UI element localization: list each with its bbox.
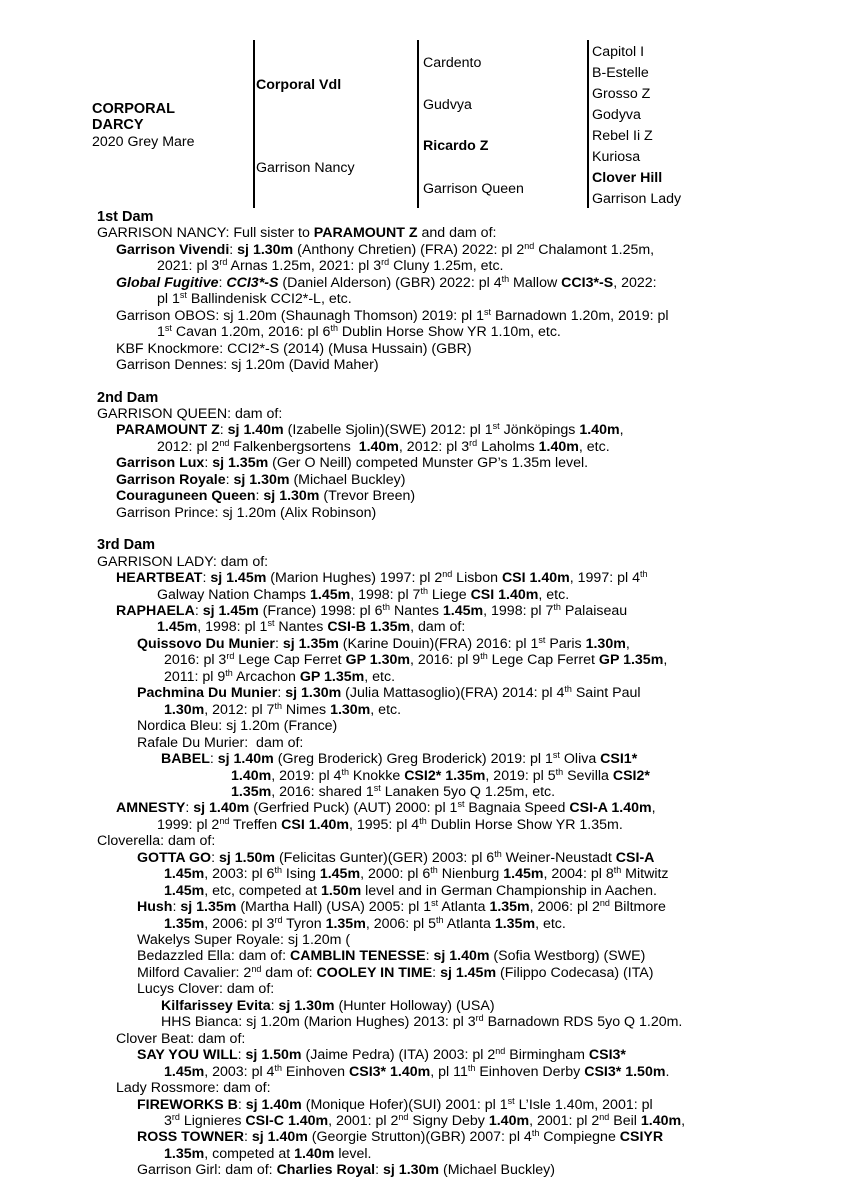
- pedigree-line: Pachmina Du Munier: sj 1.30m (Julia Mattasoglio)(FRA) 2014: pl 4th Saint Paul: [137, 684, 641, 702]
- pedigree-line: 1.45m, 1998: pl 1st Nantes CSI-B 1.35m, dam of:: [157, 618, 466, 636]
- pedigree-line: KBF Knockmore: CCI2*-S (2014) (Musa Hussain) (GBR): [116, 340, 472, 357]
- pedigree-chart: [92, 40, 752, 210]
- sire: Corporal Vdl: [256, 77, 342, 93]
- pedigree-line: 3rd Lignieres CSI-C 1.40m, 2001: pl 2nd Signy Deby 1.40m, 2001: pl 2nd Beil 1.40m,: [164, 1112, 686, 1130]
- pedigree-line: Milford Cavalier: 2nd dam of: COOLEY IN TIME: sj 1.45m (Filippo Codecasa) (ITA): [137, 963, 654, 981]
- pedigree-line: 1.35m, competed at 1.40m level.: [164, 1145, 372, 1162]
- section-spacer: [97, 374, 817, 390]
- pedigree-line: SAY YOU WILL: sj 1.50m (Jaime Pedra) (ITA) 2003: pl 2nd Birmingham CSI3*: [137, 1046, 626, 1064]
- pedigree-line: Rafale Du Murier: dam of:: [137, 734, 304, 751]
- pedigree-line: 1.35m, 2006: pl 3rd Tyron 1.35m, 2006: pl 5th Atlanta 1.35m, etc.: [164, 914, 566, 932]
- pedigree-line: 1.30m, 2012: pl 7th Nimes 1.30m, etc.: [164, 700, 402, 718]
- pedigree-line: Kilfarissey Evita: sj 1.30m (Hunter Holloway) (USA): [161, 997, 495, 1014]
- great-grandparent: Godyva: [592, 107, 641, 123]
- pedigree-line: Garrison Lux: sj 1.35m (Ger O Neill) competed Munster GP’s 1.35m level.: [116, 455, 589, 472]
- pedigree-line: Garrison Dennes: sj 1.20m (David Maher): [116, 357, 379, 374]
- female-line-text: [97, 209, 817, 1179]
- granddam-paternal: Gudvya: [423, 97, 472, 113]
- pedigree-line: Garrison OBOS: sj 1.20m (Shaunagh Thomson) 2019: pl 1st Barnadown 1.20m, 2019: pl: [116, 306, 669, 324]
- pedigree-line: 1.45m, 2003: pl 6th Ising 1.45m, 2000: pl 6th Nienburg 1.45m, 2004: pl 8th Mitwitz: [164, 865, 669, 883]
- pedigree-line: Nordica Bleu: sj 1.20m (France): [137, 718, 338, 735]
- pedigree-line: pl 1st Ballindenisk CCI2*-L, etc.: [157, 290, 352, 308]
- pedigree-line: ROSS TOWNER: sj 1.40m (Georgie Strutton)(GBR) 2007: pl 4th Compiegne CSIYR: [137, 1128, 664, 1146]
- great-grandparent: Grosso Z: [592, 86, 651, 102]
- pedigree-line: Cloverella: dam of:: [97, 833, 216, 850]
- dam: Garrison Nancy: [256, 160, 355, 176]
- pedigree-line: GOTTA GO: sj 1.50m (Felicitas Gunter)(GER) 2003: pl 6th Weiner-Neustadt CSI-A: [137, 848, 655, 866]
- pedigree-line: Lucys Clover: dam of:: [137, 981, 275, 998]
- pedigree-line: FIREWORKS B: sj 1.40m (Monique Hofer)(SUI) 2001: pl 1st L’Isle 1.40m, 2001: pl: [137, 1095, 653, 1113]
- pedigree-line: GARRISON LADY: dam of:: [97, 553, 269, 570]
- pedigree-line: Couraguneen Queen: sj 1.30m (Trevor Breen): [116, 488, 416, 505]
- pedigree-line: 1.40m, 2019: pl 4th Knokke CSI2* 1.35m, 2019: pl 5th Sevilla CSI2*: [231, 766, 650, 784]
- pedigree-line: Lady Rossmore: dam of:: [116, 1080, 271, 1097]
- pedigree-line: HEARTBEAT: sj 1.45m (Marion Hughes) 1997: pl 2nd Lisbon CSI 1.40m, 1997: pl 4th: [116, 569, 648, 587]
- pedigree-line: HHS Bianca: sj 1.20m (Marion Hughes) 2013: pl 3rd Barnadown RDS 5yo Q 1.20m.: [161, 1013, 683, 1031]
- great-grandparent: Clover Hill: [592, 170, 663, 186]
- pedigree-divider: [417, 40, 419, 208]
- granddam-maternal: Garrison Queen: [423, 181, 524, 197]
- pedigree-line: Wakelys Super Royale: sj 1.20m (: [137, 932, 351, 949]
- pedigree-line: GARRISON QUEEN: dam of:: [97, 405, 283, 422]
- pedigree-line: 2016: pl 3rd Lege Cap Ferret GP 1.30m, 2016: pl 9th Lege Cap Ferret GP 1.35m,: [164, 651, 668, 669]
- section-heading: 2nd Dam: [97, 389, 159, 406]
- section-heading: 3rd Dam: [97, 537, 156, 554]
- pedigree-line: Garrison Royale: sj 1.30m (Michael Buckley): [116, 471, 406, 488]
- pedigree-line: Garrison Girl: dam of: Charlies Royal: sj 1.30m (Michael Buckley): [137, 1162, 555, 1179]
- great-grandparent: B-Estelle: [592, 65, 649, 81]
- pedigree-line: PARAMOUNT Z: sj 1.40m (Izabelle Sjolin)(SWE) 2012: pl 1st Jönköpings 1.40m,: [116, 421, 624, 439]
- pedigree-line: 1.35m, 2016: shared 1st Lanaken 5yo Q 1.25m, etc.: [231, 782, 556, 800]
- pedigree-line: 1st Cavan 1.20m, 2016: pl 6th Dublin Horse Show YR 1.10m, etc.: [157, 323, 561, 341]
- horse-description: 2020 Grey Mare: [92, 134, 195, 150]
- pedigree-line: Hush: sj 1.35m (Martha Hall) (USA) 2005: pl 1st Atlanta 1.35m, 2006: pl 2nd Biltmore: [137, 898, 666, 916]
- pedigree-line: Garrison Prince: sj 1.20m (Alix Robinson): [116, 504, 377, 521]
- pedigree-line: 2012: pl 2nd Falkenbergsortens 1.40m, 2012: pl 3rd Laholms 1.40m, etc.: [157, 437, 610, 455]
- horse-name: CORPORAL DARCY: [92, 101, 175, 133]
- pedigree-divider: [587, 40, 589, 208]
- section-spacer: [97, 521, 817, 537]
- pedigree-line: 1.45m, etc, competed at 1.50m level and in German Championship in Aachen.: [164, 882, 657, 899]
- pedigree-line: Galway Nation Champs 1.45m, 1998: pl 7th Liege CSI 1.40m, etc.: [157, 585, 570, 603]
- pedigree-line: 1999: pl 2nd Treffen CSI 1.40m, 1995: pl 4th Dublin Horse Show YR 1.35m.: [157, 815, 623, 833]
- grandsire-paternal: Cardento: [423, 55, 482, 71]
- pedigree-line: 2021: pl 3rd Arnas 1.25m, 2021: pl 3rd Cluny 1.25m, etc.: [157, 257, 504, 275]
- pedigree-line: Garrison Vivendi: sj 1.30m (Anthony Chretien) (FRA) 2022: pl 2nd Chalamont 1.25m,: [116, 240, 655, 258]
- pedigree-divider: [253, 40, 255, 208]
- pedigree-line: BABEL: sj 1.40m (Greg Broderick) Greg Broderick) 2019: pl 1st Oliva CSI1*: [161, 750, 638, 768]
- pedigree-line: AMNESTY: sj 1.40m (Gerfried Puck) (AUT) 2000: pl 1st Bagnaia Speed CSI-A 1.40m,: [116, 799, 656, 817]
- pedigree-line: RAPHAELA: sj 1.45m (France) 1998: pl 6th Nantes 1.45m, 1998: pl 7th Palaiseau: [116, 601, 628, 619]
- great-grandparent: Capitol I: [592, 44, 645, 60]
- pedigree-line: Quissovo Du Munier: sj 1.35m (Karine Douin)(FRA) 2016: pl 1st Paris 1.30m,: [137, 634, 630, 652]
- pedigree-line: GARRISON NANCY: Full sister to PARAMOUNT Z and dam of:: [97, 225, 497, 242]
- section-heading: 1st Dam: [97, 209, 154, 225]
- pedigree-line: Bedazzled Ella: dam of: CAMBLIN TENESSE: sj 1.40m (Sofia Westborg) (SWE): [137, 948, 646, 965]
- great-grandparent: Garrison Lady: [592, 191, 682, 207]
- grandsire-maternal: Ricardo Z: [423, 138, 489, 154]
- great-grandparent: Kuriosa: [592, 149, 641, 165]
- pedigree-line: Clover Beat: dam of:: [116, 1030, 246, 1047]
- pedigree-line: 1.45m, 2003: pl 4th Einhoven CSI3* 1.40m, pl 11th Einhoven Derby CSI3* 1.50m.: [164, 1062, 670, 1080]
- great-grandparent: Rebel Ii Z: [592, 128, 653, 144]
- pedigree-line: 2011: pl 9th Arcachon GP 1.35m, etc.: [164, 667, 396, 685]
- pedigree-line: Global Fugitive: CCI3*-S (Daniel Alderson) (GBR) 2022: pl 4th Mallow CCI3*-S, 2022:: [116, 273, 657, 291]
